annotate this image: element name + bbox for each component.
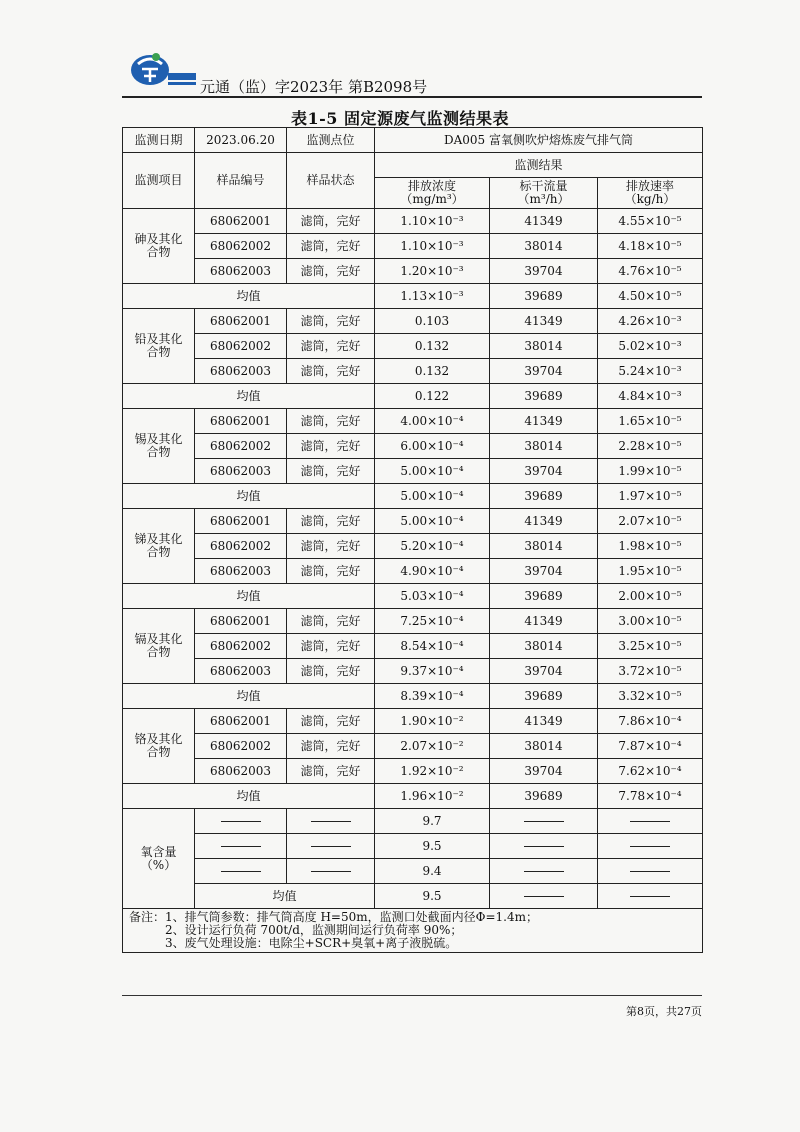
sample-no-cell: 68062003: [195, 459, 287, 484]
flow-cell: 41349: [490, 609, 598, 634]
item-name-line2: 合物: [146, 345, 171, 359]
sample-state-cell: 滤筒，完好: [287, 534, 375, 559]
mean-row: [123, 684, 703, 709]
mean-rate-cell: 7.78×10⁻⁴: [598, 784, 703, 809]
sample-no-cell: 68062001: [195, 209, 287, 234]
concentration-cell: 1.10×10⁻³: [375, 234, 490, 259]
table-row: [123, 309, 703, 334]
item-name-cell: [123, 309, 195, 384]
dash-mark: [630, 821, 670, 822]
mean-rate-cell: 4.50×10⁻⁵: [598, 284, 703, 309]
rate-cell: 4.26×10⁻³: [598, 309, 703, 334]
concentration-cell: 9.37×10⁻⁴: [375, 659, 490, 684]
sample-no-cell: 68062001: [195, 609, 287, 634]
mean-flow-cell: 39689: [490, 284, 598, 309]
mean-flow-cell: 39689: [490, 684, 598, 709]
sample-no-cell: 68062003: [195, 359, 287, 384]
table-row: [123, 459, 703, 484]
dash-mark: [630, 896, 670, 897]
rate-cell: 2.28×10⁻⁵: [598, 434, 703, 459]
oxygen-mean-flow-cell: [490, 884, 598, 909]
rate-cell: 5.24×10⁻³: [598, 359, 703, 384]
dash-mark: [311, 871, 351, 872]
dash-mark: [221, 871, 261, 872]
mean-row: [123, 484, 703, 509]
concentration-label: 排放浓度: [407, 179, 456, 193]
mean-rate-cell: 1.97×10⁻⁵: [598, 484, 703, 509]
concentration-cell: 0.103: [375, 309, 490, 334]
site-value: DA005 富氧侧吹炉熔炼废气排气筒: [375, 128, 703, 153]
concentration-cell: 5.00×10⁻⁴: [375, 509, 490, 534]
item-name-line1: 锡及其化: [134, 432, 183, 446]
oxygen-value-cell: 9.5: [375, 834, 490, 859]
notes-cell: [123, 909, 703, 953]
oxygen-flow-cell: [490, 859, 598, 884]
mean-label-cell: 均值: [123, 584, 375, 609]
rate-cell: 3.00×10⁻⁵: [598, 609, 703, 634]
dash-mark: [630, 871, 670, 872]
dash-mark: [524, 846, 564, 847]
item-name-cell: [123, 609, 195, 684]
col-results: 监测结果: [375, 153, 703, 178]
item-name-cell: [123, 709, 195, 784]
mean-rate-cell: 4.84×10⁻³: [598, 384, 703, 409]
sample-state-cell: 滤筒，完好: [287, 734, 375, 759]
concentration-cell: 1.90×10⁻²: [375, 709, 490, 734]
mean-label-cell: 均值: [123, 284, 375, 309]
sample-no-cell: 68062002: [195, 434, 287, 459]
item-name-line2: 合物: [146, 545, 171, 559]
dash-mark: [311, 846, 351, 847]
flow-cell: 38014: [490, 434, 598, 459]
date-value: 2023.06.20: [195, 128, 287, 153]
mean-concentration-cell: 0.122: [375, 384, 490, 409]
item-name-cell: [123, 409, 195, 484]
oxygen-flow-cell: [490, 834, 598, 859]
item-name-cell: [123, 509, 195, 584]
rate-cell: 3.25×10⁻⁵: [598, 634, 703, 659]
rate-cell: 1.98×10⁻⁵: [598, 534, 703, 559]
results-table: [122, 127, 703, 953]
concentration-cell: 8.54×10⁻⁴: [375, 634, 490, 659]
oxygen-flow-cell: [490, 809, 598, 834]
concentration-cell: 1.10×10⁻³: [375, 209, 490, 234]
table-row: [123, 759, 703, 784]
table-row: [123, 359, 703, 384]
rate-unit: （kg/h）: [624, 192, 676, 206]
item-name-line2: 合物: [146, 745, 171, 759]
table-row: [123, 609, 703, 634]
col-sample-state: 样品状态: [287, 153, 375, 209]
mean-label-cell: 均值: [123, 784, 375, 809]
mean-flow-cell: 39689: [490, 484, 598, 509]
meta-row: [123, 128, 703, 153]
dash-mark: [221, 821, 261, 822]
rate-label: 排放速率: [625, 179, 674, 193]
oxygen-mean-label: 均值: [195, 884, 375, 909]
site-label: 监测点位: [287, 128, 375, 153]
mean-concentration-cell: 8.39×10⁻⁴: [375, 684, 490, 709]
mean-row: [123, 284, 703, 309]
oxygen-value-cell: 9.7: [375, 809, 490, 834]
dash-mark: [524, 821, 564, 822]
oxygen-row: [123, 859, 703, 884]
item-name-line1: 铅及其化: [134, 332, 183, 346]
oxygen-sample-state-cell: [287, 834, 375, 859]
mean-row: [123, 384, 703, 409]
flow-cell: 38014: [490, 234, 598, 259]
col-item: 监测项目: [123, 153, 195, 209]
sample-state-cell: 滤筒，完好: [287, 234, 375, 259]
sample-state-cell: 滤筒，完好: [287, 334, 375, 359]
item-name-line1: 镉及其化: [134, 632, 183, 646]
oxygen-rate-cell: [598, 859, 703, 884]
col-sample-no: 样品编号: [195, 153, 287, 209]
flow-cell: 38014: [490, 634, 598, 659]
flow-cell: 41349: [490, 509, 598, 534]
concentration-cell: 7.25×10⁻⁴: [375, 609, 490, 634]
table-body: [123, 128, 703, 953]
oxygen-sample-no-cell: [195, 834, 287, 859]
item-name-cell: [123, 209, 195, 284]
sample-no-cell: 68062003: [195, 559, 287, 584]
sample-no-cell: 68062002: [195, 634, 287, 659]
flow-cell: 41349: [490, 209, 598, 234]
table-row: [123, 409, 703, 434]
note-line: 2、设计运行负荷 700t/d，监测期间运行负荷率 90%；: [165, 923, 463, 937]
date-label: 监测日期: [123, 128, 195, 153]
sample-no-cell: 68062003: [195, 259, 287, 284]
note-line: 3、废气处理设施：电除尘+SCR+臭氧+离子液脱硫。: [165, 936, 458, 950]
oxygen-rate-cell: [598, 834, 703, 859]
rate-cell: 4.76×10⁻⁵: [598, 259, 703, 284]
dash-mark: [524, 896, 564, 897]
mean-concentration-cell: 5.03×10⁻⁴: [375, 584, 490, 609]
report-number: 元通（监）字2023年 第B2098号: [200, 78, 428, 96]
rate-cell: 1.95×10⁻⁵: [598, 559, 703, 584]
mean-flow-cell: 39689: [490, 584, 598, 609]
mean-label-cell: 均值: [123, 384, 375, 409]
table-row: [123, 634, 703, 659]
flow-unit: （m³/h）: [517, 192, 570, 206]
oxygen-sample-state-cell: [287, 809, 375, 834]
concentration-cell: 5.20×10⁻⁴: [375, 534, 490, 559]
concentration-cell: 1.20×10⁻³: [375, 259, 490, 284]
sample-no-cell: 68062003: [195, 759, 287, 784]
rate-cell: 7.87×10⁻⁴: [598, 734, 703, 759]
flow-label: 标干流量: [519, 179, 568, 193]
sample-no-cell: 68062001: [195, 709, 287, 734]
oxygen-mean-row: [123, 884, 703, 909]
table-row: [123, 234, 703, 259]
flow-cell: 38014: [490, 734, 598, 759]
item-name-line1: 砷及其化: [134, 232, 183, 246]
sample-no-cell: 68062001: [195, 409, 287, 434]
concentration-cell: 6.00×10⁻⁴: [375, 434, 490, 459]
sample-state-cell: 滤筒，完好: [287, 434, 375, 459]
table-row: [123, 659, 703, 684]
oxygen-sample-state-cell: [287, 859, 375, 884]
company-logo-icon: [128, 50, 198, 90]
flow-cell: 41349: [490, 309, 598, 334]
table-row: [123, 334, 703, 359]
sample-no-cell: 68062001: [195, 509, 287, 534]
dash-mark: [221, 846, 261, 847]
concentration-cell: 1.92×10⁻²: [375, 759, 490, 784]
oxygen-sample-no-cell: [195, 859, 287, 884]
mean-row: [123, 784, 703, 809]
dash-mark: [524, 871, 564, 872]
rate-cell: 3.72×10⁻⁵: [598, 659, 703, 684]
concentration-cell: 2.07×10⁻²: [375, 734, 490, 759]
sample-state-cell: 滤筒，完好: [287, 259, 375, 284]
oxygen-name-line2: （%）: [140, 857, 177, 872]
mean-rate-cell: 2.00×10⁻⁵: [598, 584, 703, 609]
sample-state-cell: 滤筒，完好: [287, 209, 375, 234]
mean-label-cell: 均值: [123, 684, 375, 709]
concentration-unit: （mg/m³）: [400, 192, 464, 206]
mean-flow-cell: 39689: [490, 784, 598, 809]
rate-cell: 1.65×10⁻⁵: [598, 409, 703, 434]
oxygen-mean-rate-cell: [598, 884, 703, 909]
header-row: [123, 153, 703, 178]
header-rule: [122, 96, 702, 98]
oxygen-mean-value: 9.5: [375, 884, 490, 909]
sample-no-cell: 68062002: [195, 534, 287, 559]
rate-cell: 7.86×10⁻⁴: [598, 709, 703, 734]
sample-state-cell: 滤筒，完好: [287, 309, 375, 334]
sample-state-cell: 滤筒，完好: [287, 559, 375, 584]
flow-cell: 39704: [490, 659, 598, 684]
sample-no-cell: 68062002: [195, 734, 287, 759]
sample-state-cell: 滤筒，完好: [287, 509, 375, 534]
table-title: 表1-5 固定源废气监测结果表: [291, 109, 509, 128]
item-name-line2: 合物: [146, 445, 171, 459]
col-rate: [598, 178, 703, 209]
page-number: 第8页，共27页: [626, 1005, 702, 1018]
concentration-cell: 5.00×10⁻⁴: [375, 459, 490, 484]
concentration-cell: 4.00×10⁻⁴: [375, 409, 490, 434]
mean-label-cell: 均值: [123, 484, 375, 509]
sample-state-cell: 滤筒，完好: [287, 359, 375, 384]
flow-cell: 38014: [490, 534, 598, 559]
table-row: [123, 559, 703, 584]
oxygen-sample-no-cell: [195, 809, 287, 834]
sample-state-cell: 滤筒，完好: [287, 459, 375, 484]
item-name-line2: 合物: [146, 645, 171, 659]
rate-cell: 2.07×10⁻⁵: [598, 509, 703, 534]
sample-state-cell: 滤筒，完好: [287, 709, 375, 734]
flow-cell: 39704: [490, 559, 598, 584]
concentration-cell: 4.90×10⁻⁴: [375, 559, 490, 584]
dash-mark: [311, 821, 351, 822]
sample-state-cell: 滤筒，完好: [287, 659, 375, 684]
sample-no-cell: 68062002: [195, 334, 287, 359]
table-row: [123, 509, 703, 534]
mean-flow-cell: 39689: [490, 384, 598, 409]
sample-no-cell: 68062002: [195, 234, 287, 259]
table-row: [123, 434, 703, 459]
flow-cell: 39704: [490, 259, 598, 284]
mean-rate-cell: 3.32×10⁻⁵: [598, 684, 703, 709]
oxygen-name-cell: [123, 809, 195, 909]
flow-cell: 41349: [490, 709, 598, 734]
table-row: [123, 709, 703, 734]
oxygen-name-line1: 氧含量: [140, 844, 177, 859]
table-row: [123, 534, 703, 559]
flow-cell: 39704: [490, 359, 598, 384]
mean-concentration-cell: 1.96×10⁻²: [375, 784, 490, 809]
mean-concentration-cell: 1.13×10⁻³: [375, 284, 490, 309]
sample-state-cell: 滤筒，完好: [287, 634, 375, 659]
oxygen-row: [123, 809, 703, 834]
flow-cell: 39704: [490, 759, 598, 784]
concentration-cell: 0.132: [375, 334, 490, 359]
rate-cell: 5.02×10⁻³: [598, 334, 703, 359]
item-name-line1: 铬及其化: [134, 732, 183, 746]
rate-cell: 1.99×10⁻⁵: [598, 459, 703, 484]
oxygen-rate-cell: [598, 809, 703, 834]
item-name-line1: 锑及其化: [134, 532, 183, 546]
table-row: [123, 259, 703, 284]
table-row: [123, 734, 703, 759]
flow-cell: 39704: [490, 459, 598, 484]
sample-no-cell: 68062001: [195, 309, 287, 334]
mean-concentration-cell: 5.00×10⁻⁴: [375, 484, 490, 509]
rate-cell: 4.18×10⁻⁵: [598, 234, 703, 259]
flow-cell: 41349: [490, 409, 598, 434]
notes-row: [123, 909, 703, 953]
dash-mark: [630, 846, 670, 847]
oxygen-row: [123, 834, 703, 859]
page-header: [122, 46, 702, 98]
flow-cell: 38014: [490, 334, 598, 359]
mean-row: [123, 584, 703, 609]
oxygen-value-cell: 9.4: [375, 859, 490, 884]
sample-no-cell: 68062003: [195, 659, 287, 684]
col-flow: [490, 178, 598, 209]
footer-rule: [122, 995, 702, 996]
rate-cell: 4.55×10⁻⁵: [598, 209, 703, 234]
table-row: [123, 209, 703, 234]
rate-cell: 7.62×10⁻⁴: [598, 759, 703, 784]
item-name-line2: 合物: [146, 245, 171, 259]
sample-state-cell: 滤筒，完好: [287, 409, 375, 434]
col-concentration: [375, 178, 490, 209]
sample-state-cell: 滤筒，完好: [287, 759, 375, 784]
concentration-cell: 0.132: [375, 359, 490, 384]
sample-state-cell: 滤筒，完好: [287, 609, 375, 634]
note-line: 备注：1、排气筒参数：排气筒高度 H=50m，监测口处截面内径Φ=1.4m；: [129, 910, 538, 924]
